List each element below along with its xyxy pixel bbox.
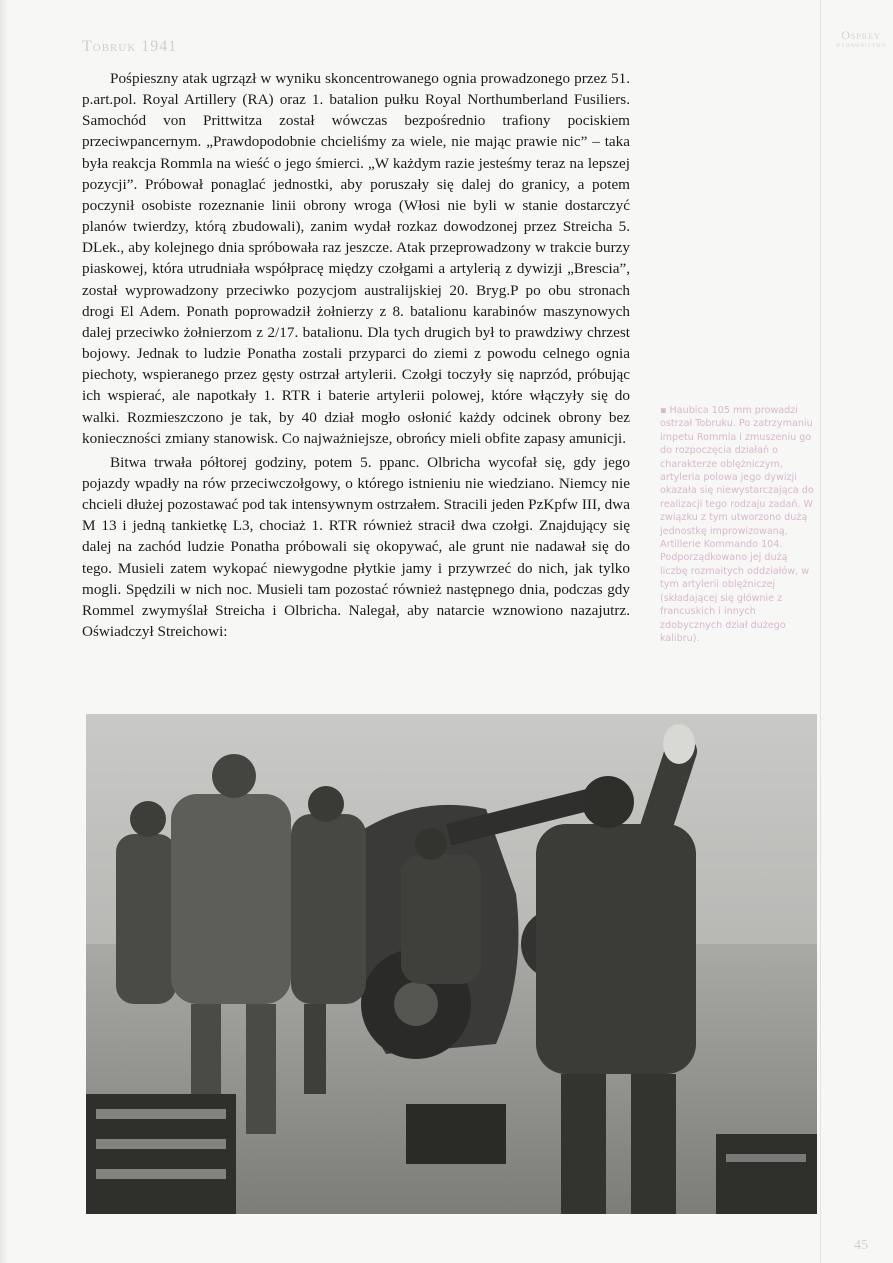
page-number: 45 xyxy=(854,1238,868,1253)
publisher-tagline: WYDAWNICTWO xyxy=(835,44,887,49)
body-text xyxy=(82,68,630,642)
caption-bullet: ▪ xyxy=(660,405,667,416)
publisher-name: Osprey xyxy=(841,28,881,42)
margin-rule xyxy=(820,0,821,1263)
publisher-logo xyxy=(830,28,892,49)
caption-text: Haubica 105 mm prowadzi ostrzał Tobruku. Po zatrzymaniu impetu Rommla i zmuszeniu go do rozpoczęcia działań o charakterze oblężniczym, artyleria polowa jego dywizji okazała się niewystarczająca do realizacji tego rodzaju zadań. W związku z tym utworzono dużą jednostkę improwizowaną, Artillerie Kommando 104. Podporządkowano jej dużą liczbę rozmaitych oddziałów, w tym artylerii oblężniczej (składającej się głównie z francuskich i innych zdobycznych dział dużego kalibru). xyxy=(660,405,814,644)
page-edge-shadow xyxy=(0,0,8,1263)
running-title: Tobruk 1941 xyxy=(82,38,178,55)
paragraph-2: Bitwa trwała półtorej godziny, potem 5. ppanc. Olbricha wycofał się, gdy jego pojazdy wpadły na rów przeciwczołgowy, o którego istnieniu nie wiedziano. Niemcy nie chcieli dłużej pozostawać pod tak intensywnym ostrzałem. Stracili jeden PzKpfw III, dwa M 13 i jedną tankietkę L3, chociaż 1. RTR również stracił dwa czołgi. Znajdujący się dalej na zachód ludzie Ponatha próbowali się okopywać, ale grunt nie nadawał się do tego. Musieli zatem wykopać niewygodne płytkie jamy i przywrzeć do nich, jak tylko mogli. Spędzili w nich noc. Musieli tam pozostać również następnego dnia, podczas gdy Rommel zwymyślał Streicha i Olbricha. Nalegał, aby natarcie wznowiono nazajutrz. Oświadczył Streichowi: xyxy=(82,453,630,641)
photo-caption xyxy=(660,404,818,645)
howitzer-photo xyxy=(86,714,817,1214)
photo-illustration xyxy=(86,714,817,1214)
paragraph-1: Pośpieszny atak ugrzązł w wyniku skoncentrowanego ognia prowadzonego przez 51. p.art.pol. Royal Artillery (RA) oraz 1. batalion pułku Royal Northumberland Fusiliers. Samochód von Prittwitza został wówczas bezpośrednio trafiony pociskiem przeciwpancernym. „Prawdopodobnie chcieliśmy za wiele, nie mając prawie nic” – taka była reakcja Rommla na wieść o jego śmierci. „W każdym razie jesteśmy teraz na lepszej pozycji”. Próbował ponaglać jednostki, aby poruszały się dalej do granicy, a potem poczynił osobiste rozeznanie linii obrony wroga (Włosi nie byli w stanie dostarczyć planów twierdzy, którą zbudowali), zanim wydał rozkaz dowodzonej przez Streicha 5. DLek., aby kolejnego dnia spróbowała raz jeszcze. Atak przeprowadzony w trakcie burzy piaskowej, która utrudniała współpracę między czołgami a artylerią z dywizji „Brescia”, został wyprowadzony przeciwko pozycjom australijskiej 20. Bryg.P po obu stronach drogi El Adem. Ponath poprowadził żołnierzy z 8. batalionu karabinów maszynowych dalej przeciwko żołnierzom z 2/17. batalionu. Dla tych drugich był to prawdziwy chrzest bojowy. Jednak to ludzie Ponatha zostali przyparci do ziemi z powodu celnego ognia piechoty, wspieranego przez gęsty ostrzał artylerii. Czołgi toczyły się naprzód, próbując ich wspierać, ale napotkały 1. RTR i baterie artylerii polowej, które włączyły się do walki. Rozmieszczono je tak, by 40 dział mogło osłonić każdy odcinek obrony bez konieczności zmiany stanowisk. Co najważniejsze, obrońcy mieli obfite zapasy amunicji. xyxy=(82,70,630,447)
